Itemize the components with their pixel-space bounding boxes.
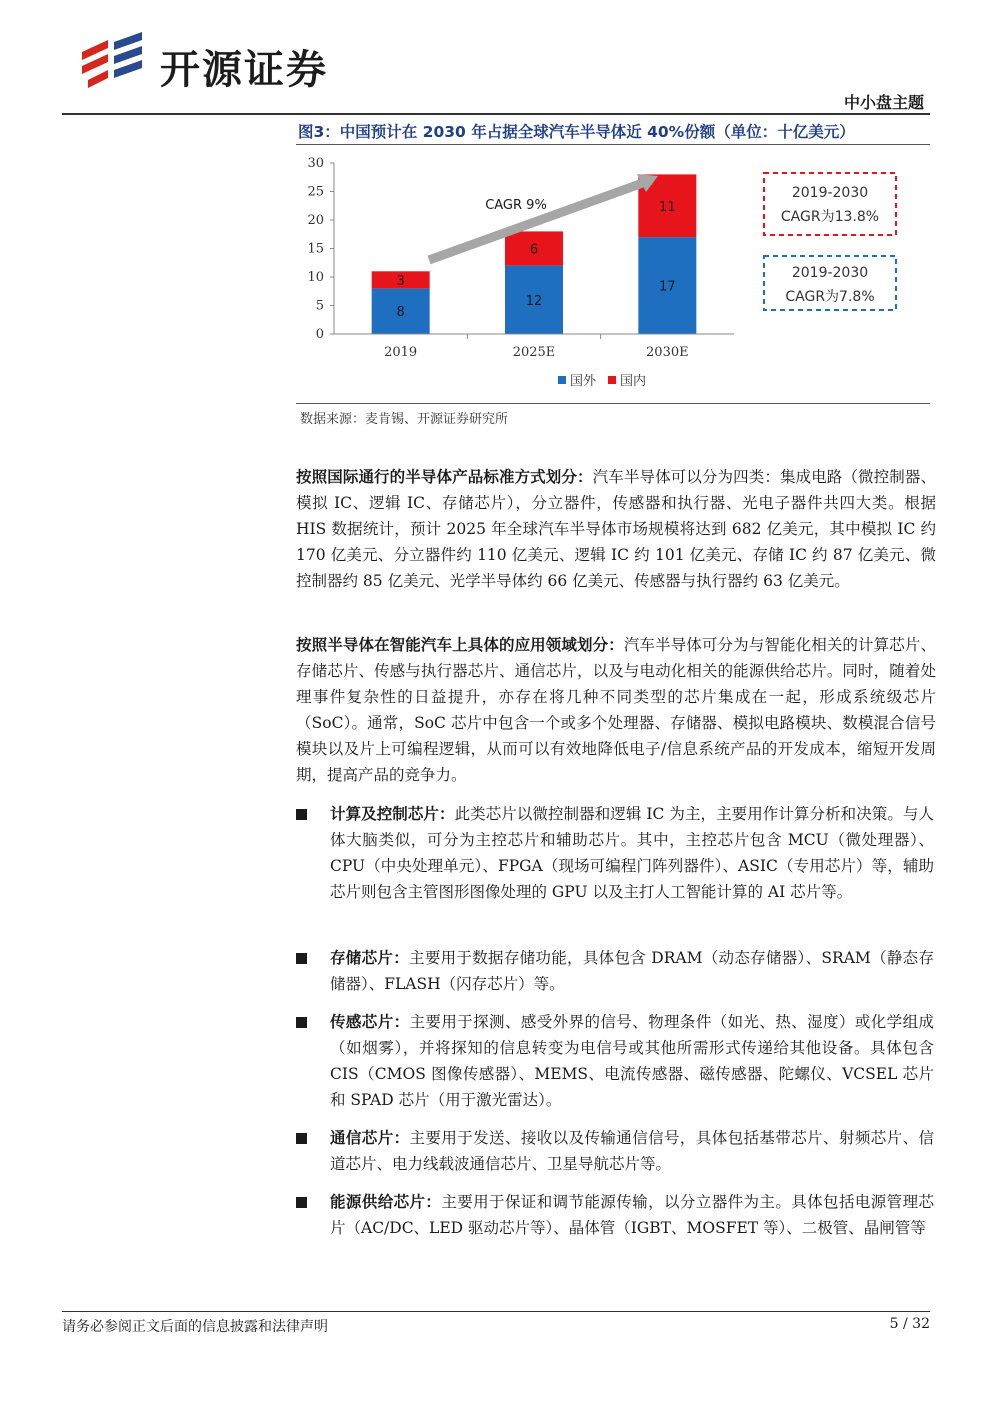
y-tick-label: 30	[307, 156, 324, 171]
y-axis	[307, 156, 334, 342]
bullet-lead: 通信芯片：	[330, 1129, 410, 1147]
trend-label: CAGR 9%	[485, 198, 547, 213]
y-tick-label: 25	[307, 184, 324, 200]
bullet-storage-chip	[330, 945, 934, 997]
cagr-box-domestic	[764, 173, 896, 235]
bullet-square-icon	[296, 1017, 307, 1028]
cagr-box-domestic-border	[764, 173, 896, 235]
bullet-lead: 传感芯片：	[330, 1013, 410, 1031]
y-tick-label: 20	[307, 213, 324, 228]
paragraph-classification-standard	[296, 464, 936, 594]
figure-title: 图3：中国预计在 2030 年占据全球汽车半导体近 40%份额（单位：十亿美元）	[298, 123, 855, 141]
figure-top-rule	[296, 144, 930, 145]
y-tick-label: 15	[307, 241, 324, 257]
paragraph-text: 汽车半导体可分为与智能化相关的计算芯片、存储芯片、传感与执行器芯片、通信芯片，以及与电动化相关的能源供给芯片。同时，随着处理事件复杂性的日益提升，亦存在将几种不同类型的芯片集成在一起，形成系统级芯片（SoC）。通常，SoC 芯片中包含一个或多个处理器、存储器、模拟电路模块、数模混合信号模块以及片上可编程逻辑，从而可以有效地降低电子/信息系统产品的开发成本，缩短开发周期，提高产品的竞争力。	[296, 636, 936, 784]
bullet-square-icon	[296, 953, 307, 964]
legend-label: 国内	[620, 374, 647, 389]
bullet-text: 主要用于探测、感受外界的信号、物理条件（如光、热、湿度）或化学组成（如烟雾），并将探知的信息转变为电信号或其他所需形式传递给其他设备。具体包含 CIS（CMOS 图像传感器）、MEMS、电流传感器、磁传感器、陀螺仪、VCSEL 芯片和 SPAD 芯片（用于激光雷达）。	[330, 1013, 934, 1109]
bullet-square-icon	[296, 809, 307, 820]
cagr-box-domestic-line1: 2019-2030	[791, 185, 869, 201]
paragraph-classification-application	[296, 632, 936, 788]
brand-mark-icon	[78, 32, 148, 88]
cagr-box-foreign-line2: CAGR为7.8%	[785, 289, 875, 305]
cagr-box-foreign-line1: 2019-2030	[791, 265, 869, 281]
figure-bottom-rule	[296, 403, 930, 404]
legend-swatch	[558, 376, 566, 384]
x-tick-label: 2025E	[512, 345, 556, 360]
bar-data-label: 17	[659, 279, 676, 295]
cagr-box-domestic-line2: CAGR为13.8%	[780, 209, 880, 225]
footer-disclaimer: 请务必参阅正文后面的信息披露和法律声明	[62, 1319, 328, 1335]
bar-data-label: 11	[659, 199, 676, 215]
footer-divider	[62, 1311, 930, 1312]
legend-swatch	[608, 376, 616, 384]
bar-data-label: 8	[396, 305, 405, 321]
y-tick-label: 10	[307, 270, 324, 285]
brand-logo	[78, 26, 378, 92]
bullet-lead: 存储芯片：	[330, 949, 410, 967]
bullet-square-icon	[296, 1197, 307, 1208]
legend	[558, 373, 646, 389]
y-tick-label: 0	[315, 327, 324, 342]
page-number: 5 / 32	[889, 1316, 930, 1332]
bullet-sensor-chip	[330, 1009, 934, 1113]
figure-source: 数据来源：麦肯锡、开源证券研究所	[300, 412, 509, 427]
bullet-square-icon	[296, 1133, 307, 1144]
paragraph-lead: 按照国际通行的半导体产品标准方式划分：	[296, 468, 593, 486]
bar-data-label: 6	[529, 242, 539, 258]
legend-label: 国外	[570, 374, 597, 389]
bar-data-label: 3	[396, 273, 405, 289]
paragraph-lead: 按照半导体在智能汽车上具体的应用领域划分：	[296, 636, 624, 654]
section-tag: 中小盘主题	[843, 93, 924, 112]
bullet-power-chip	[330, 1189, 934, 1241]
cagr-box-foreign	[764, 256, 896, 310]
paragraph-text: 汽车半导体可以分为四类：集成电路（微控制器、模拟 IC、逻辑 IC、存储芯片），分立器件，传感器和执行器、光电子器件共四大类。根据 HIS 数据统计，预计 2025 年全球汽车半导体市场规模将达到 682 亿美元，其中模拟 IC 约 170 亿美元、分立器件约 110 亿美元、逻辑 IC 约 101 亿美元、存储 IC 约 87 亿美元、微控制器约 85 亿美元、光学半导体约 66 亿美元、传感器与执行器约 63 亿美元。	[296, 468, 936, 590]
x-tick-label: 2019	[384, 345, 418, 360]
y-tick-label: 5	[315, 298, 324, 314]
bullet-lead: 计算及控制芯片：	[330, 805, 455, 823]
brand-name: 开源证券	[160, 47, 328, 93]
bullet-text: 主要用于保证和调节能源传输，以分立器件为主。具体包括电源管理芯片（AC/DC、LED 驱动芯片等）、晶体管（IGBT、MOSFET 等）、二极管、晶闸管等	[330, 1193, 934, 1237]
x-axis	[334, 334, 734, 360]
bullet-text: 主要用于发送、接收以及传输通信信号，具体包括基带芯片、射频芯片、信道芯片、电力线载波通信芯片、卫星导航芯片等。	[330, 1129, 934, 1173]
stacked-bar-chart	[296, 146, 936, 402]
bullet-communication-chip	[330, 1125, 934, 1177]
x-tick-label: 2030E	[646, 345, 689, 360]
bullet-compute-chip	[330, 801, 934, 905]
bullet-text: 此类芯片以微控制器和逻辑 IC 为主，主要用作计算分析和决策。与人体大脑类似，可分为主控芯片和辅助芯片。其中，主控芯片包含 MCU（微处理器）、CPU（中央处理单元）、FPGA（现场可编程门阵列器件）、ASIC（专用芯片）等，辅助芯片则包含主管图形图像处理的 GPU 以及主打人工智能计算的 AI 芯片等。	[330, 805, 934, 901]
header-divider	[62, 113, 930, 115]
bullet-lead: 能源供给芯片：	[330, 1193, 442, 1211]
bullet-text: 主要用于数据存储功能，具体包含 DRAM（动态存储器）、SRAM（静态存储器）、FLASH（闪存芯片）等。	[330, 949, 934, 993]
bar-data-label: 12	[525, 293, 543, 309]
